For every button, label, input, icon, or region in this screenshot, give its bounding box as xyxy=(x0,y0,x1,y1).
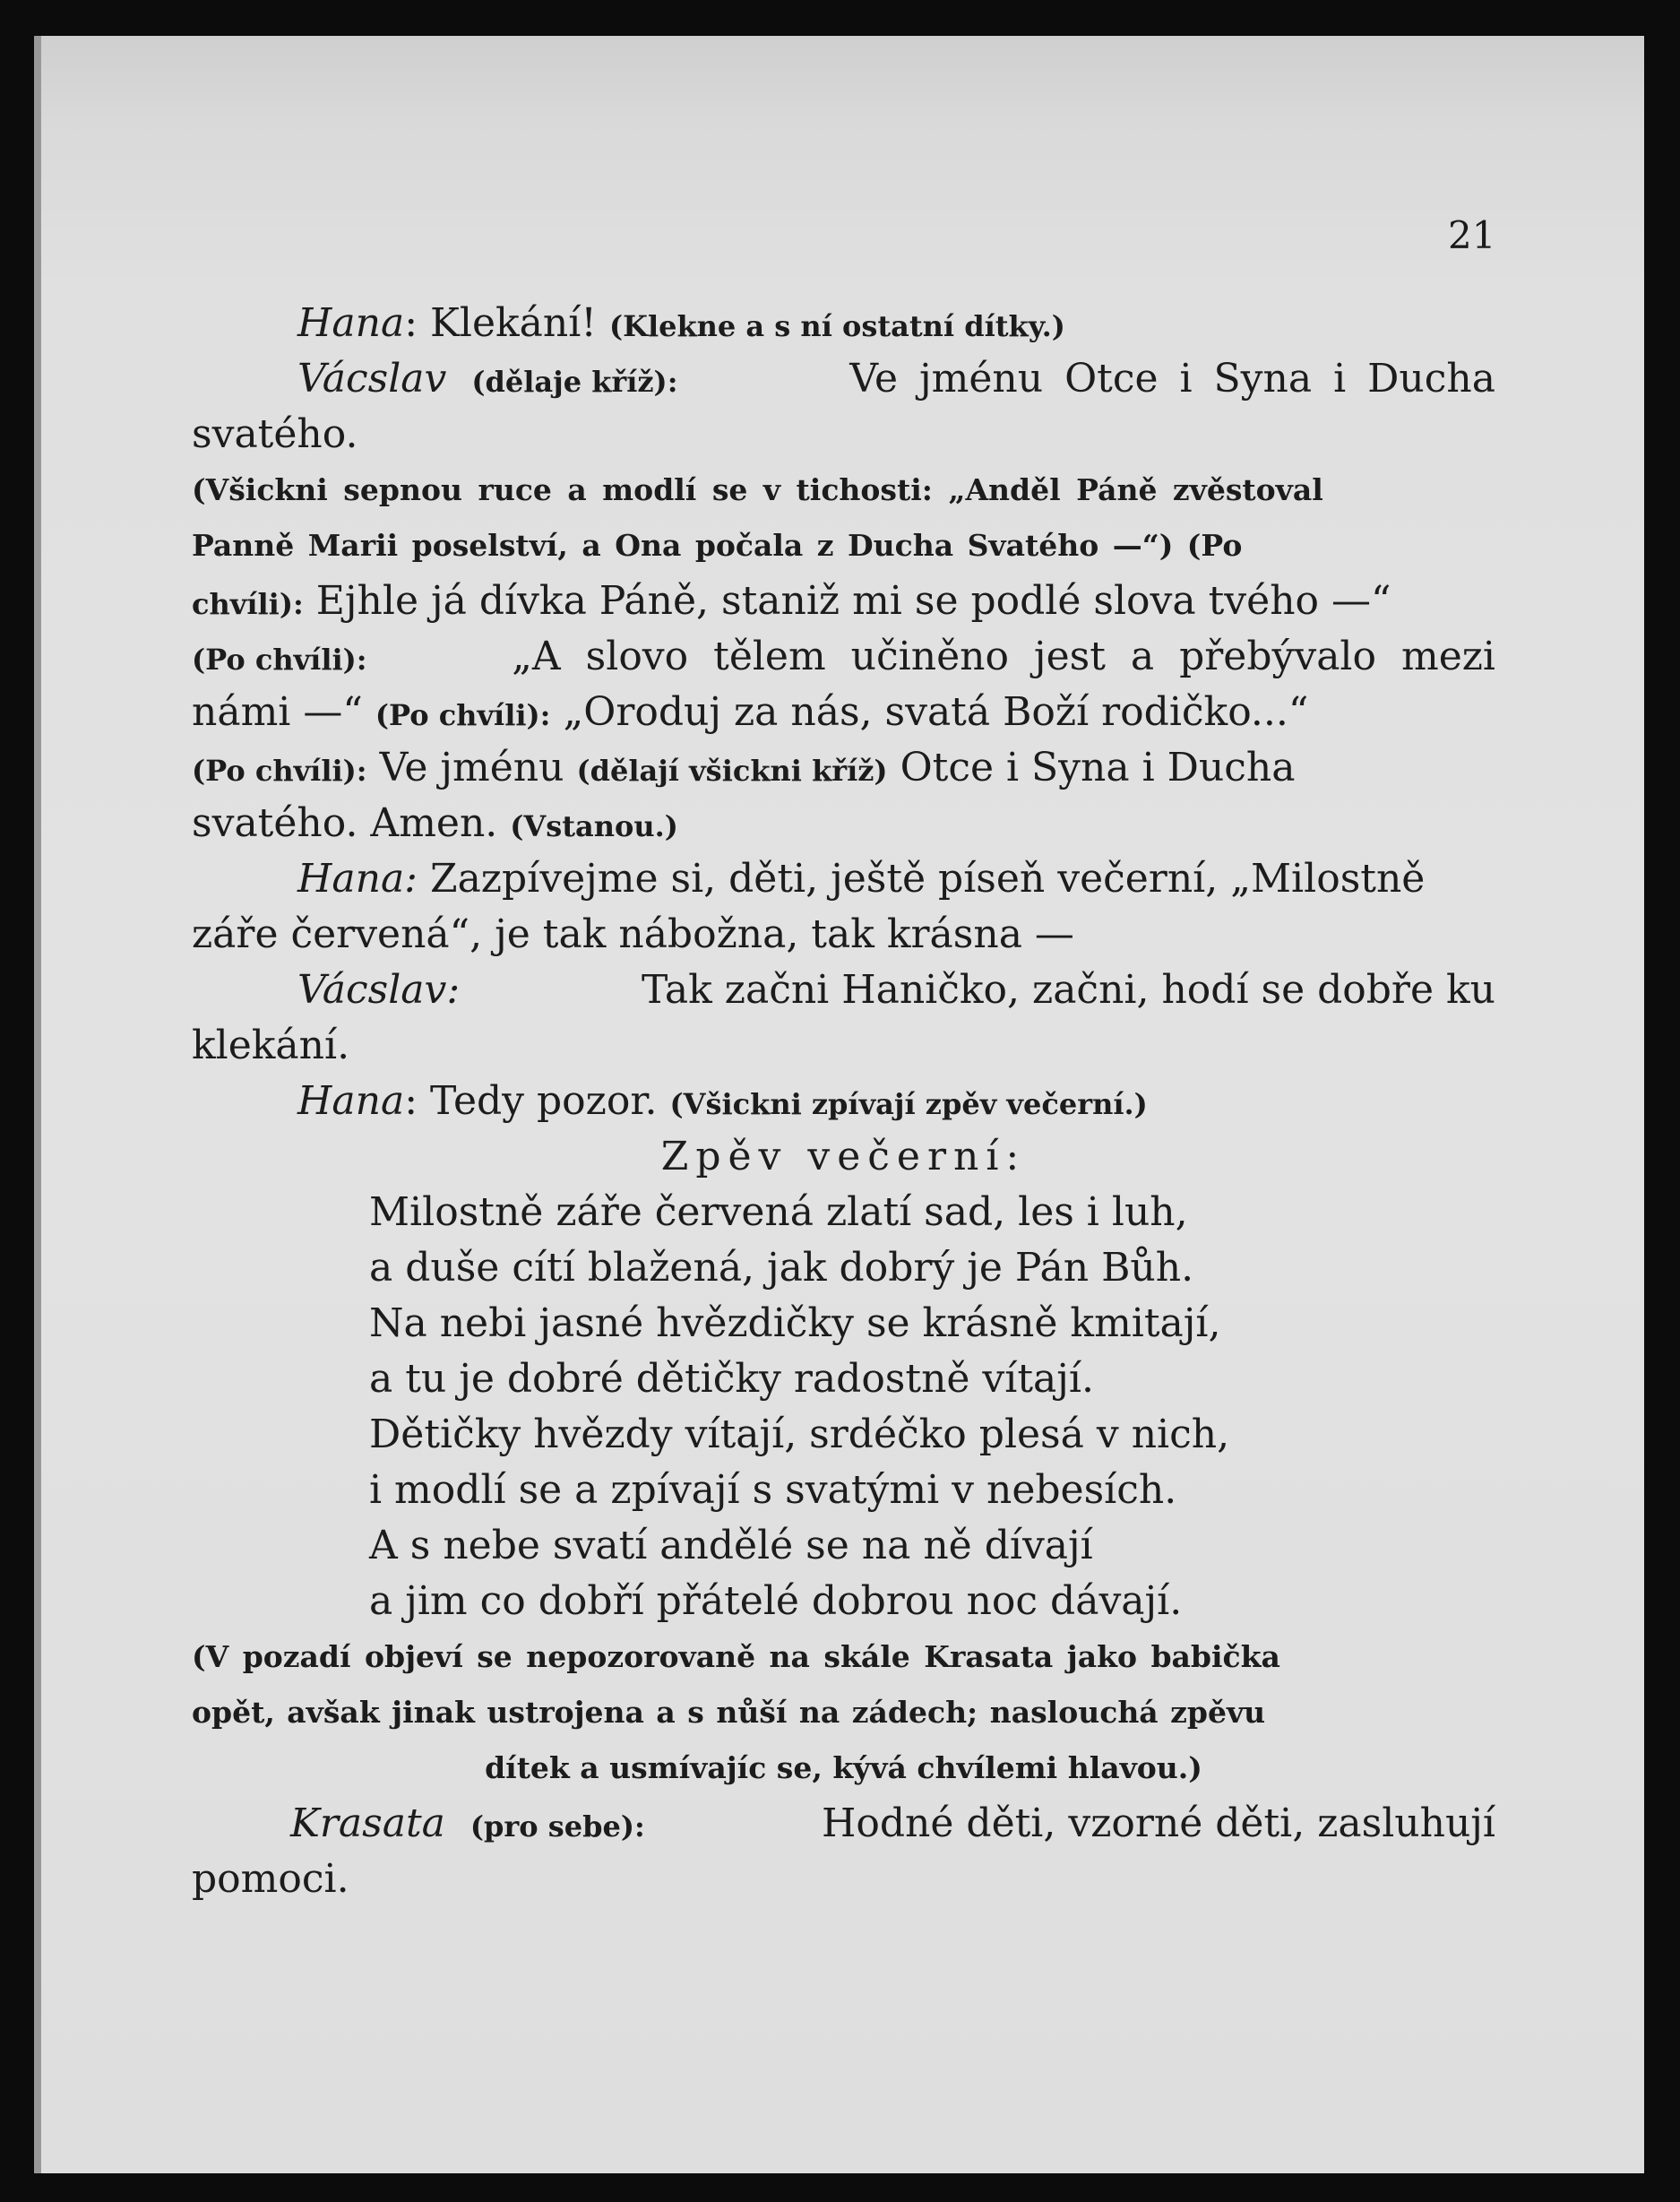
dialogue-text: Klekání! xyxy=(430,300,597,346)
verse-text: a tu je dobré dětičky radostně vítají. xyxy=(369,1356,1094,1402)
text-line xyxy=(192,407,1495,462)
text-line xyxy=(192,796,1495,851)
text-line xyxy=(192,296,1495,351)
text-line xyxy=(192,462,1495,518)
verse-line xyxy=(192,1351,1495,1407)
text-line xyxy=(192,685,1495,740)
dialogue-text: pomoci. xyxy=(192,1856,349,1902)
verse-text: a duše cítí blažená, jak dobrý je Pán Bůh. xyxy=(369,1245,1194,1291)
dialogue-text: Ejhle já dívka Páně, staniž mi se podlé slova tvého —“ xyxy=(315,578,1391,624)
text-line xyxy=(192,1685,1495,1740)
dialogue-text: Otce i Syna i Ducha xyxy=(900,745,1296,790)
stage-direction: (Všickni zpívají zpěv večerní.) xyxy=(669,1087,1148,1121)
play-text xyxy=(192,296,1495,1907)
stage-direction: (Po chvíli): xyxy=(192,643,367,677)
stage-direction: Panně Marii poselství, a Ona počala z Ducha Svatého —“) (Po xyxy=(192,528,1243,563)
stage-direction: dítek a usmívajíc se, kývá chvílemi hlavou.) xyxy=(485,1750,1202,1785)
speaker-name: Vácslav xyxy=(297,356,447,402)
dialogue-text: „A slovo tělem učiněno jest a přebývalo mezi xyxy=(512,634,1495,679)
verse-text: i modlí se a zpívají s svatými v nebesích. xyxy=(369,1467,1177,1513)
speaker-name: Vácslav: xyxy=(297,967,461,1013)
dialogue-text: Tedy pozor. xyxy=(430,1078,658,1124)
speaker-name: Hana: xyxy=(297,856,418,902)
dialogue-text: Zazpívejme si, děti, ještě píseň večerní, „Milostně xyxy=(430,856,1426,902)
verse-text: Milostně záře červená zlatí sad, les i luh, xyxy=(369,1189,1188,1235)
book-page xyxy=(34,36,1644,2173)
verse-text: Na nebi jasné hvězdičky se krásně kmitají, xyxy=(369,1300,1221,1346)
text-line xyxy=(192,629,1495,685)
verse-line xyxy=(192,1407,1495,1463)
verse-text: Dětičky hvězdy vítají, srdéčko plesá v nich, xyxy=(369,1412,1230,1457)
verse-line xyxy=(192,1185,1495,1240)
dialogue-text: Ve jménu Otce i Syna i Ducha xyxy=(849,356,1495,402)
speaker-name: Krasata xyxy=(290,1800,445,1846)
dialogue-text: klekání. xyxy=(192,1023,350,1068)
text-line xyxy=(192,1740,1495,1796)
text-line xyxy=(192,1129,1495,1185)
speaker-colon: : xyxy=(404,1078,418,1124)
dialogue-text: Ve jménu xyxy=(379,745,564,790)
verse-line xyxy=(192,1240,1495,1296)
stage-direction: (Po chvíli): xyxy=(192,754,367,788)
dialogue-text: záře červená“, je tak nábožna, tak krásna — xyxy=(192,911,1074,957)
dialogue-text: „Oroduj za nás, svatá Boží rodičko...“ xyxy=(563,689,1309,735)
text-line xyxy=(192,518,1495,574)
dialogue-text: svatého. Amen. xyxy=(192,800,498,846)
text-line xyxy=(192,1852,1495,1907)
text-line xyxy=(192,963,1495,1018)
stage-direction: (dělají všickni kříž) xyxy=(576,754,888,788)
verse-text: A s nebe svatí andělé se na ně dívají xyxy=(369,1523,1093,1568)
verse-line xyxy=(192,1463,1495,1518)
stage-direction: (Vstanou.) xyxy=(510,809,678,843)
text-line xyxy=(192,1796,1495,1852)
stage-direction: (dělaje kříž): xyxy=(471,365,678,399)
dialogue-text: Hodné děti, vzorné děti, zasluhují xyxy=(822,1800,1495,1846)
verse-text: a jim co dobří přátelé dobrou noc dávají. xyxy=(369,1578,1183,1624)
text-line xyxy=(192,1018,1495,1074)
text-line xyxy=(192,851,1495,907)
dialogue-text: námi —“ xyxy=(192,689,363,735)
stage-direction: (pro sebe): xyxy=(470,1809,645,1844)
verse-line xyxy=(192,1518,1495,1574)
verse-line xyxy=(192,1296,1495,1351)
dialogue-text: Tak začni Haničko, začni, hodí se dobře ku xyxy=(641,967,1495,1013)
speaker-name: Hana xyxy=(297,1078,405,1124)
stage-direction: (Všickni sepnou ruce a modlí se v tichosti: „Anděl Páně zvěstoval xyxy=(192,472,1323,507)
dialogue-text: svatého. xyxy=(192,411,358,457)
stage-direction: chvíli): xyxy=(192,587,304,621)
stage-direction: opět, avšak jinak ustrojena a s nůší na zádech; naslouchá zpěvu xyxy=(192,1695,1266,1730)
text-line xyxy=(192,1629,1495,1685)
verse-line xyxy=(192,1574,1495,1629)
speaker-colon: : xyxy=(404,300,418,346)
text-line xyxy=(192,574,1495,629)
stage-direction: (V pozadí objeví se nepozorovaně na skále Krasata jako babička xyxy=(192,1639,1280,1674)
text-line xyxy=(192,1074,1495,1129)
text-line xyxy=(192,907,1495,963)
stage-direction: (Klekne a s ní ostatní dítky.) xyxy=(608,309,1065,343)
stage-direction: (Po chvíli): xyxy=(375,698,551,732)
song-title: Zpěv večerní: xyxy=(660,1134,1027,1179)
page-number: 21 xyxy=(1448,213,1496,257)
text-line xyxy=(192,351,1495,407)
text-line xyxy=(192,740,1495,796)
speaker-name: Hana xyxy=(297,300,405,346)
